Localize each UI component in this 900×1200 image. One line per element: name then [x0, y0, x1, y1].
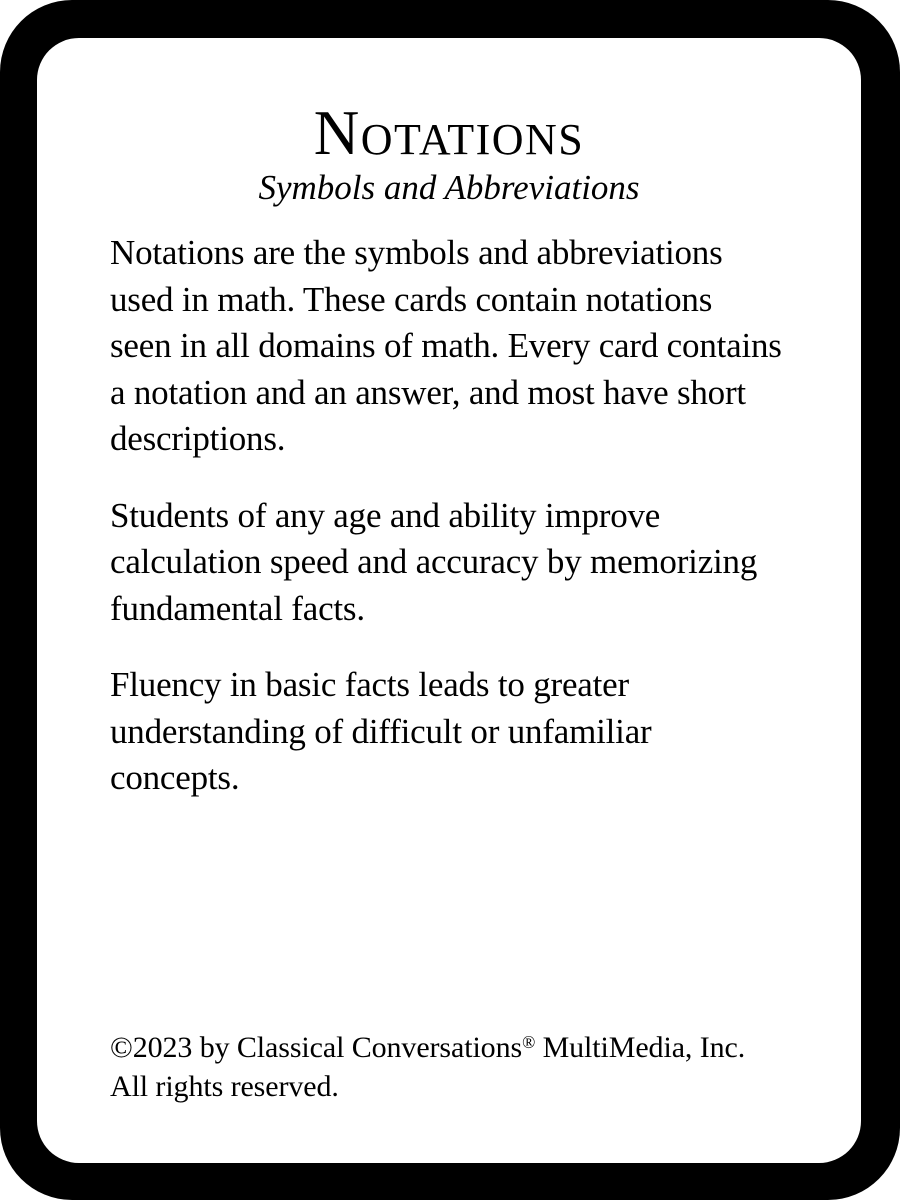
- registered-trademark-icon: ®: [522, 1031, 536, 1052]
- body-paragraph-1: Notations are the symbols and abbreviations used in math. These cards contain notations seen in all domains of math. Every card contains a notation and an answer, and most have short descriptions.: [110, 233, 782, 458]
- copyright-prefix-text: ©2023 by Classical Conversations: [110, 1031, 523, 1064]
- rights-reserved-line: All rights reserved.: [110, 1070, 339, 1103]
- copyright-suffix-text: MultiMedia, Inc.: [535, 1031, 746, 1064]
- card-body: [110, 230, 782, 802]
- copyright-line: [110, 1028, 810, 1067]
- copyright-footer: [110, 1028, 810, 1106]
- page-subtitle: Symbols and Abbreviations: [258, 168, 640, 207]
- page-title: Notations: [313, 98, 585, 168]
- card-header: [37, 100, 861, 208]
- body-paragraph-2: Students of any age and ability improve calculation speed and accuracy by memorizing fundamental facts.: [110, 495, 758, 628]
- flashcard-face: [37, 38, 861, 1163]
- body-paragraph-3: Fluency in basic facts leads to greater understanding of difficult or unfamiliar concepts.: [110, 665, 652, 797]
